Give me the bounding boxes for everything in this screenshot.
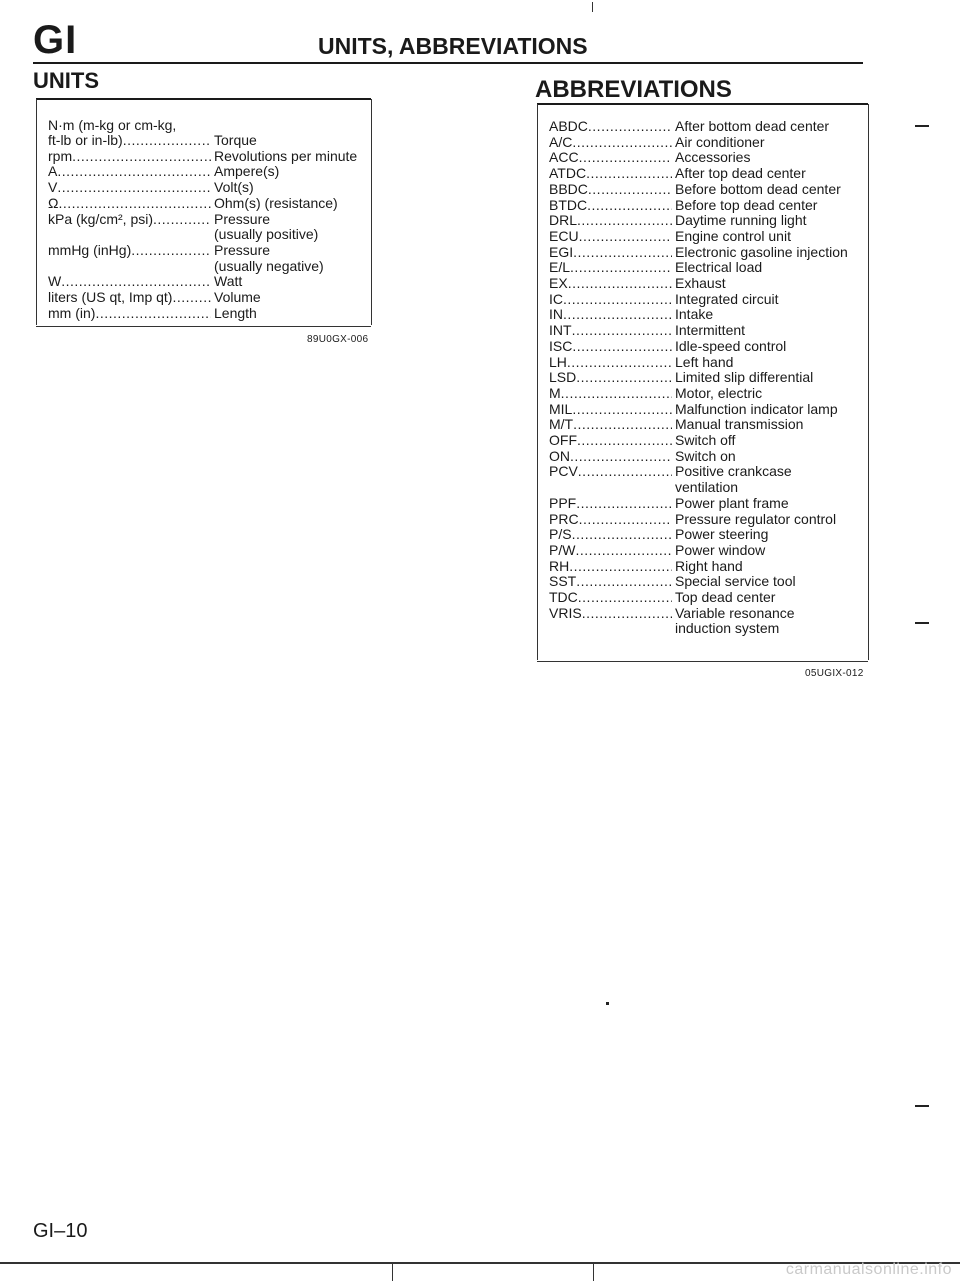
abbreviation-row-term-text: LH [549, 353, 567, 370]
unit-row-term-text: liters (US qt, Imp qt) [48, 289, 173, 305]
abbreviation-row-term [549, 275, 672, 291]
abbreviations-heading: ABBREVIATIONS [535, 76, 732, 103]
abbreviation-row [549, 244, 865, 260]
abbreviation-row [549, 259, 865, 275]
abbreviation-row-term-text: ABDC [549, 118, 588, 134]
abbreviation-row-definition: Before top dead center [675, 196, 818, 213]
unit-row-term-text: kPa (kg/cm², psi) [48, 210, 154, 227]
abbreviation-row-term-text: DRL [549, 212, 578, 229]
units-box-bottom-rule [36, 326, 371, 327]
abbreviation-row [549, 463, 865, 479]
abbreviation-row-term-text: PRC [549, 510, 579, 527]
abbreviation-row-term [549, 495, 672, 511]
units-table [36, 99, 372, 325]
abbreviation-row [549, 369, 865, 385]
abbreviation-row-definition: Power steering [675, 526, 769, 543]
abbreviation-row-term [549, 338, 672, 354]
abbreviation-row-term [549, 605, 672, 621]
watermark: carmanualsonline.info [785, 1261, 952, 1278]
footer-tick [593, 1262, 594, 1281]
unit-row-term [48, 163, 211, 179]
unit-row-definition: Length [214, 304, 257, 321]
abbreviation-row-definition: Power plant frame [675, 494, 789, 511]
abbreviation-row-definition: Accessories [675, 149, 751, 166]
abbreviation-row-term [549, 149, 672, 165]
footer-tick [392, 1262, 393, 1281]
unit-row-definition: Volt(s) [214, 179, 254, 196]
unit-row-definition: Volume [214, 289, 261, 305]
margin-mark [915, 125, 929, 127]
abbreviation-row-definition: Idle-speed control [675, 337, 787, 354]
unit-row [48, 242, 372, 258]
abbreviation-row-term-text: ISC [549, 337, 573, 354]
unit-row-term [48, 273, 211, 289]
abbreviation-row [549, 354, 865, 370]
units-heading: UNITS [33, 68, 99, 93]
abbreviation-row-term-text: BBDC [549, 180, 588, 197]
abbreviation-row-term [549, 542, 672, 558]
abbreviation-row [549, 558, 865, 574]
abbreviation-row-definition: Special service tool [675, 573, 796, 590]
abbreviation-row-definition: Switch off [675, 432, 736, 448]
abbreviation-row-definition: Variable resonance [675, 604, 795, 621]
abbreviation-row [549, 134, 865, 150]
unit-row-definition: Ampere(s) [214, 163, 280, 180]
abbreviations-table [537, 104, 869, 660]
abbreviation-row-definition: Integrated circuit [675, 290, 779, 307]
unit-row-term [48, 195, 211, 211]
unit-row-term-text: V [48, 179, 58, 196]
unit-row [48, 179, 372, 195]
abbreviation-row-term [549, 291, 672, 307]
abbreviation-row-definition: Daytime running light [675, 212, 807, 229]
abbreviation-row-term-text: INT [549, 322, 572, 339]
abbreviation-row-term-text: ON [549, 447, 570, 464]
abbreviation-row-term [549, 511, 672, 527]
abbreviation-row-term [549, 197, 672, 213]
unit-row-definition: Torque [214, 132, 257, 148]
abbreviation-row-term-text: A/C [549, 133, 573, 150]
abbreviation-row-continuation: ventilation [675, 479, 739, 496]
unit-row-term-text: mm (in) [48, 304, 96, 321]
abbreviation-row-term-text: IN [549, 306, 563, 323]
abbreviation-row [549, 542, 865, 558]
abbreviation-row-definition: Pressure regulator control [675, 510, 837, 527]
unit-row-term [48, 305, 211, 321]
abbreviation-row [549, 291, 865, 307]
abbreviation-row [549, 526, 865, 542]
abbreviation-row-term-text: PPF [549, 494, 577, 511]
abbreviation-row [549, 605, 865, 621]
unit-row-term-text: W [48, 273, 62, 290]
abbreviation-row-term-text: RH [549, 557, 570, 574]
abbreviation-row-definition: Manual transmission [675, 416, 804, 433]
abbreviation-row-definition: After bottom dead center [675, 118, 830, 134]
abbreviation-row-term-text: ATDC [549, 165, 587, 182]
abbreviation-row-definition: Positive crankcase [675, 463, 792, 480]
abbreviation-row-term [549, 259, 672, 275]
abbreviation-row-definition: Motor, electric [675, 384, 763, 401]
margin-mark [915, 622, 929, 624]
unit-row-definition: Pressure [214, 241, 271, 258]
page-title: UNITS, ABBREVIATIONS [318, 33, 588, 59]
abbreviation-row-definition: Switch on [675, 447, 736, 464]
abbreviation-row [549, 165, 865, 181]
abbreviation-row-term [549, 165, 672, 181]
abbreviation-row-definition: Engine control unit [675, 227, 791, 244]
unit-row-term [48, 179, 211, 195]
abbreviation-row-continuation: induction system [675, 620, 780, 637]
abbreviation-row-term-text: P/S [549, 526, 572, 543]
abbreviation-row [549, 448, 865, 464]
unit-row-definition: Pressure [214, 210, 271, 227]
unit-row-term [48, 211, 211, 227]
abbreviation-row-term [549, 322, 672, 338]
unit-row [48, 163, 372, 179]
abbreviation-row-term-text: EX [549, 275, 568, 291]
abbreviation-row [549, 197, 865, 213]
abbreviation-row-term [549, 369, 672, 385]
abbreviation-row [549, 495, 865, 511]
abbreviation-row [549, 589, 865, 605]
unit-row [48, 211, 372, 227]
abbreviation-row-term [549, 463, 672, 479]
abbreviation-row-term [549, 401, 672, 417]
abbreviation-row-term [549, 448, 672, 464]
unit-row [48, 148, 372, 164]
abbreviation-row-term [549, 416, 672, 432]
abbreviation-row-term [549, 432, 672, 448]
abbreviation-row-term-text: SST [549, 573, 577, 590]
abbreviation-row-definition: Top dead center [675, 589, 776, 605]
abbreviation-row-term [549, 354, 672, 370]
abbreviation-row-term-text: OFF [549, 432, 577, 448]
abbreviation-row-definition: Left hand [675, 353, 734, 370]
abbreviation-row-term-text: PCV [549, 463, 578, 480]
abbreviation-row-term [549, 589, 672, 605]
abbreviation-row-definition: Intake [675, 306, 714, 323]
abbreviations-box-bottom-rule [537, 661, 868, 662]
abbreviation-row [549, 181, 865, 197]
unit-row-term [48, 132, 211, 148]
abbreviation-row-definition: Malfunction indicator lamp [675, 400, 838, 417]
abbreviation-row-term-text: BTDC [549, 196, 588, 213]
abbreviation-row-term [549, 228, 672, 244]
unit-row [48, 132, 372, 148]
abbreviation-row [549, 228, 865, 244]
abbreviation-row [549, 573, 865, 589]
abbreviation-row-term-text: VRIS [549, 604, 582, 621]
abbreviation-row-term [549, 573, 672, 589]
unit-row-term-text: mmHg (inHg) [48, 241, 132, 258]
abbreviation-row-definition: Right hand [675, 557, 743, 574]
abbreviation-row [549, 118, 865, 134]
abbreviation-row-term-text: P/W [549, 541, 576, 558]
units-first-line: N·m (m-kg or cm-kg, [48, 117, 177, 133]
abbreviation-row-term [549, 181, 672, 197]
abbreviation-row-term-text: MIL [549, 400, 573, 417]
abbreviation-row-term-text: EGI [549, 243, 574, 260]
abbreviation-row-definition: Air conditioner [675, 133, 765, 150]
abbreviation-row-term [549, 118, 672, 134]
header-rule [33, 62, 863, 64]
abbreviation-row-term [549, 558, 672, 574]
unit-row-term-text: Ω [48, 194, 59, 211]
abbreviation-row [549, 338, 865, 354]
abbreviation-row-definition: After top dead center [675, 165, 806, 182]
abbreviation-row [549, 511, 865, 527]
abbreviation-row-term [549, 385, 672, 401]
unit-row-term [48, 242, 211, 258]
unit-row-term-text: ft-lb or in-lb) [48, 132, 123, 148]
abbreviation-row-term-text: IC [549, 290, 563, 307]
abbreviation-row-term [549, 134, 672, 150]
abbreviation-row-definition: Before bottom dead center [675, 180, 841, 197]
speck-mark [606, 1002, 609, 1005]
margin-mark [915, 1105, 929, 1107]
abbreviation-row-term-text: M/T [549, 416, 574, 433]
abbreviation-row [549, 385, 865, 401]
abbreviation-row-definition: Exhaust [675, 275, 726, 291]
abbreviation-row [549, 322, 865, 338]
abbreviation-row [549, 149, 865, 165]
unit-row-definition: Ohm(s) (resistance) [214, 194, 338, 211]
unit-row-definition: Watt [214, 273, 243, 290]
abbreviation-row-term [549, 306, 672, 322]
abbreviation-row [549, 306, 865, 322]
abbreviation-row-term-text: M [549, 384, 561, 401]
unit-row [48, 273, 372, 289]
abbreviation-row [549, 416, 865, 432]
unit-row-term-text: rpm [48, 147, 73, 164]
abbreviation-row-term-text: TDC [549, 589, 578, 605]
unit-row-term-text: A [48, 163, 58, 180]
unit-row-definition: Revolutions per minute [214, 147, 358, 164]
abbreviation-row-definition: Intermittent [675, 322, 746, 339]
abbreviations-ref-code: 05UGIX-012 [805, 668, 864, 679]
unit-row [48, 289, 372, 305]
abbreviation-row [549, 212, 865, 228]
abbreviation-row-term-text: ACC [549, 149, 579, 166]
abbreviation-row [549, 432, 865, 448]
abbreviation-row-term [549, 244, 672, 260]
abbreviation-row-definition: Electronic gasoline injection [675, 243, 848, 260]
abbreviation-row-term-text: LSD [549, 369, 577, 386]
scan-mark [592, 2, 593, 12]
abbreviation-row-definition: Limited slip differential [675, 369, 814, 386]
abbreviation-row-term [549, 212, 672, 228]
abbreviation-row-term-text: E/L [549, 259, 571, 276]
abbreviation-row [549, 401, 865, 417]
section-code: GI [33, 18, 78, 62]
units-ref-code: 89U0GX-006 [307, 334, 369, 345]
unit-row [48, 195, 372, 211]
unit-row-continuation: (usually positive) [214, 226, 319, 243]
abbreviation-row-term-text: ECU [549, 227, 579, 244]
unit-row-term [48, 289, 211, 305]
abbreviation-row-term [549, 526, 672, 542]
unit-row [48, 305, 372, 321]
page-number: GI–10 [33, 1220, 88, 1242]
abbreviation-row-definition: Power window [675, 541, 766, 558]
unit-row-continuation: (usually negative) [214, 257, 324, 274]
abbreviation-row-definition: Electrical load [675, 259, 763, 276]
abbreviation-row [549, 275, 865, 291]
unit-row-term [48, 148, 211, 164]
